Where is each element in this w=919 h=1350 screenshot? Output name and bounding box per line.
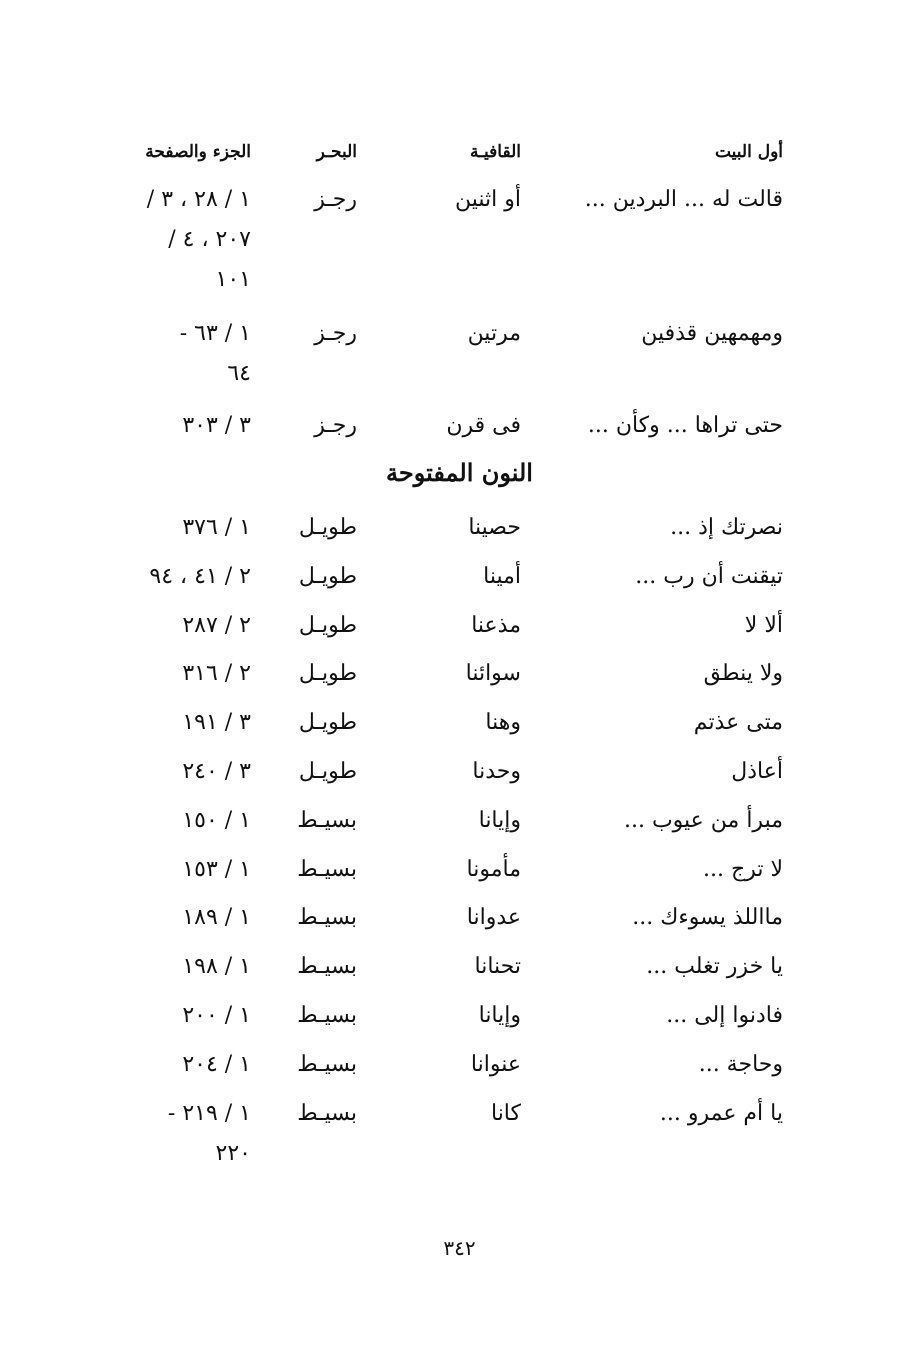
meter-cell: طويـل — [298, 515, 357, 540]
meter-cell: طويـل — [298, 759, 357, 784]
meter-cell: بسيـط — [297, 954, 357, 980]
rhyme-cell: سوائنا — [465, 661, 521, 687]
meter-cell: رجـز — [314, 321, 357, 346]
page-number: ٣٤٢ — [443, 1236, 476, 1260]
volume-page-cell: ١ / ٣٧٦ — [182, 515, 251, 540]
meter-cell: رجـز — [314, 413, 357, 438]
volume-page-cell: ١ / ١٩٨ — [182, 954, 251, 980]
first-verse-cell: ولا ينطق — [703, 661, 783, 687]
rhyme-cell: وإيانا — [478, 807, 521, 833]
meter-cell: بسيـط — [297, 1100, 357, 1126]
meter-cell: طويـل — [298, 710, 357, 736]
volume-page-cell: ١ / ١٥٣ — [182, 856, 251, 882]
rhyme-cell: أو اثنين — [455, 187, 521, 212]
first-verse-cell: حتى تراها ... وكأن ... — [587, 413, 783, 438]
volume-page-cell: ٢ / ٤١ ، ٩٤ — [149, 563, 251, 589]
volume-page-cell: ١ / ٢٨ ، ٣ / — [146, 187, 251, 212]
rhyme-cell: عنوانا — [470, 1051, 521, 1077]
meter-cell: بسيـط — [297, 1051, 357, 1077]
meter-cell: بسيـط — [297, 856, 357, 882]
first-verse-cell: يا خزر تغلب ... — [646, 954, 783, 980]
meter-cell: رجـز — [314, 187, 357, 212]
volume-page-cell: ٢ / ٣١٦ — [182, 661, 251, 687]
header-first-verse: أول البيت — [714, 142, 783, 162]
first-verse-cell: لا ترج ... — [703, 856, 783, 882]
volume-page-cell: ٢ / ٢٨٧ — [182, 612, 251, 638]
rhyme-cell: كانا — [490, 1100, 521, 1126]
rhyme-cell: أمينا — [483, 563, 521, 589]
volume-page-cell: ١ / ٢١٩ - — [167, 1100, 251, 1126]
first-verse-cell: مبرأ من عيوب ... — [623, 807, 783, 833]
rhyme-cell: فى قرن — [446, 413, 521, 438]
header-volume-page: الجزء والصفحة — [145, 142, 251, 162]
volume-page-cell: ٣ / ١٩١ — [182, 710, 251, 736]
rhyme-cell: عدوانا — [466, 905, 521, 931]
volume-page-cell: ١ / ٦٣ - — [179, 321, 251, 346]
rhyme-cell: وإيانا — [478, 1003, 521, 1028]
first-verse-cell: فادنوا إلى ... — [666, 1003, 783, 1028]
section-title: النون المفتوحة — [386, 458, 533, 487]
first-verse-cell: أعاذل — [731, 759, 783, 784]
volume-page-cell: ١ / ١٨٩ — [182, 905, 251, 931]
first-verse-cell: وحاجة ... — [698, 1051, 783, 1077]
volume-page-cell: ٦٤ — [227, 361, 251, 386]
volume-page-cell: ١ / ١٥٠ — [182, 807, 251, 833]
rhyme-cell: مأمونا — [466, 856, 521, 882]
first-verse-cell: ألا لا — [744, 612, 783, 638]
first-verse-cell: متى عذتم — [693, 710, 783, 736]
header-rhyme: القافيـة — [469, 142, 521, 162]
meter-cell: بسيـط — [297, 1003, 357, 1028]
volume-page-cell: ١ / ٢٠٤ — [182, 1051, 251, 1077]
rhyme-cell: حصينا — [468, 515, 521, 540]
first-verse-cell: نصرتك إذ ... — [670, 515, 783, 540]
volume-page-cell: ١ / ٢٠٠ — [182, 1003, 251, 1028]
meter-cell: طويـل — [298, 612, 357, 638]
rhyme-cell: مرتين — [467, 321, 521, 346]
first-verse-cell: يا أم عمرو ... — [659, 1100, 783, 1126]
volume-page-cell: ٣ / ٣٠٣ — [182, 413, 251, 438]
header-meter: البحـر — [316, 142, 357, 162]
rhyme-cell: مذعنا — [471, 612, 521, 638]
first-verse-cell: مااللذ يسوءك ... — [632, 905, 783, 931]
meter-cell: طويـل — [298, 563, 357, 589]
rhyme-cell: تحنانا — [474, 954, 521, 980]
rhyme-cell: وهنا — [485, 710, 521, 736]
rhyme-cell: وحدنا — [472, 759, 521, 784]
first-verse-cell: ومهمهين قذفين — [641, 321, 783, 346]
first-verse-cell: تيقنت أن رب ... — [635, 563, 783, 589]
volume-page-cell: ٢٢٠ — [215, 1140, 251, 1166]
volume-page-cell: ٣ / ٢٤٠ — [182, 759, 251, 784]
meter-cell: طويـل — [298, 661, 357, 687]
volume-page-cell: ٢٠٧ ، ٤ / — [168, 227, 251, 252]
meter-cell: بسيـط — [297, 807, 357, 833]
meter-cell: بسيـط — [297, 905, 357, 931]
volume-page-cell: ١٠١ — [215, 267, 251, 292]
first-verse-cell: قالت له ... البردين ... — [584, 187, 783, 212]
